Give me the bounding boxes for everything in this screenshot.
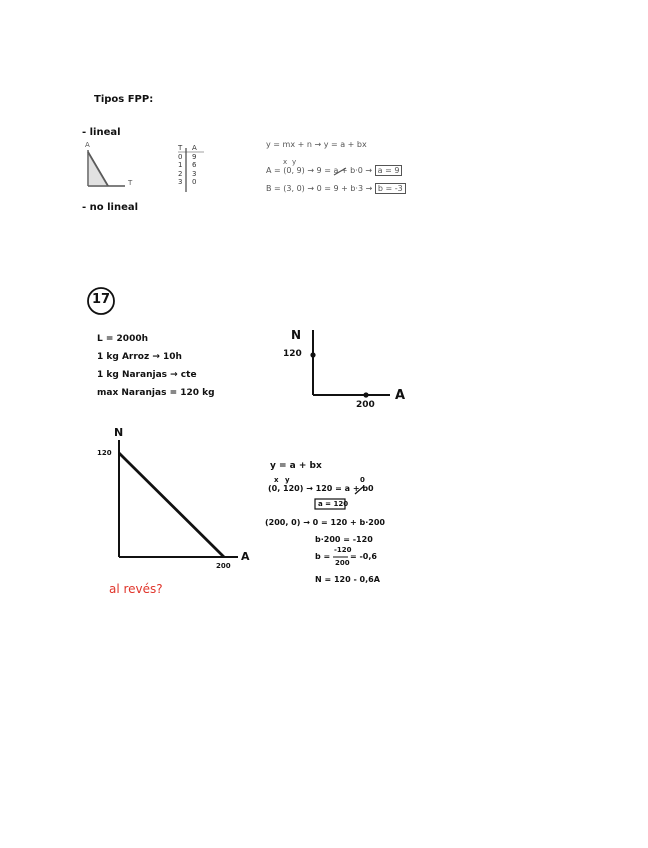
red-note: al revés? (109, 582, 163, 596)
table-cell: 6 (192, 161, 197, 170)
graph2-lines (119, 440, 238, 557)
problem-number: 17 (92, 292, 111, 307)
no-lineal-label: - no lineal (82, 202, 139, 213)
equation-3 (266, 184, 406, 193)
table-row (178, 170, 202, 179)
values-table (178, 144, 202, 187)
solution-line-4: b·200 = -120 (315, 535, 373, 544)
table-row (178, 178, 202, 187)
table-header-row (178, 144, 202, 153)
table-header-a: A (192, 144, 197, 152)
annot-x-2: x (274, 476, 279, 484)
table-cell: 1 (178, 161, 183, 170)
solution-box-a: a = 120 (318, 500, 349, 508)
equation-2 (266, 166, 402, 175)
graph1-y-label: N (291, 328, 302, 342)
section-title: Tipos FPP: (94, 94, 154, 105)
solution-fraction-numerator: -120 (334, 546, 352, 554)
annot-y-2: y (285, 476, 290, 484)
table-cell: 3 (192, 169, 197, 178)
equation-3-boxed-result: b = -3 (375, 183, 406, 194)
small-graph-y-label: A (85, 141, 90, 149)
graph2-x-point-label: 200 (216, 562, 231, 570)
equation-2-boxed-result: a = 9 (375, 165, 403, 176)
table-cell: 0 (178, 152, 183, 161)
table-row (178, 153, 202, 162)
data-line: 1 kg Arroz → 10h (97, 352, 182, 362)
small-triangle-graph (88, 150, 125, 186)
lineal-label: - lineal (82, 127, 121, 138)
solution-line-6: N = 120 - 0,6A (315, 575, 380, 584)
equation-1: y = mx + n → y = a + bx (266, 140, 367, 149)
solution-line-3: (200, 0) → 0 = 120 + b·200 (265, 518, 385, 527)
data-line: L = 2000h (97, 334, 148, 344)
table-cell: 2 (178, 169, 183, 178)
annot-zero: 0 (360, 476, 365, 484)
solution-line-2: (0, 120) → 120 = a + b0 (268, 484, 374, 493)
graph2-y-label: N (114, 426, 124, 439)
solution-line-1: y = a + bx (270, 461, 322, 471)
small-graph-x-label: T (128, 179, 133, 187)
data-line: max Naranjas = 120 kg (97, 388, 215, 398)
graph2-frontier (119, 453, 224, 557)
table-cell: 3 (178, 178, 183, 187)
table-cell: 0 (192, 178, 197, 187)
equation-2-text: A = (0, 9) → 9 = a + b·0 → (266, 166, 373, 175)
table-header-t: T (178, 144, 183, 152)
graph2-y-point-label: 120 (97, 449, 112, 457)
annot-y-1: y (292, 158, 297, 166)
table-cell: 9 (192, 152, 197, 161)
data-line: 1 kg Naranjas → cte (97, 370, 197, 380)
annot-x-1: x (283, 158, 288, 166)
graph1-point-y (310, 352, 315, 357)
equation-3-text: B = (3, 0) → 0 = 9 + b·3 → (266, 184, 373, 193)
table-row (178, 161, 202, 170)
graph1-y-point-label: 120 (283, 349, 302, 359)
solution-line-5-suffix: = -0,6 (350, 552, 377, 561)
solution-line-5-prefix: b = (315, 552, 331, 561)
solution-fraction-denominator: 200 (335, 559, 350, 567)
graph1-point-x (363, 392, 368, 397)
graph1-x-point-label: 200 (356, 400, 375, 410)
graph2-x-label: A (241, 550, 250, 563)
graph1-x-label: A (395, 388, 406, 403)
graph1-lines (313, 330, 390, 395)
